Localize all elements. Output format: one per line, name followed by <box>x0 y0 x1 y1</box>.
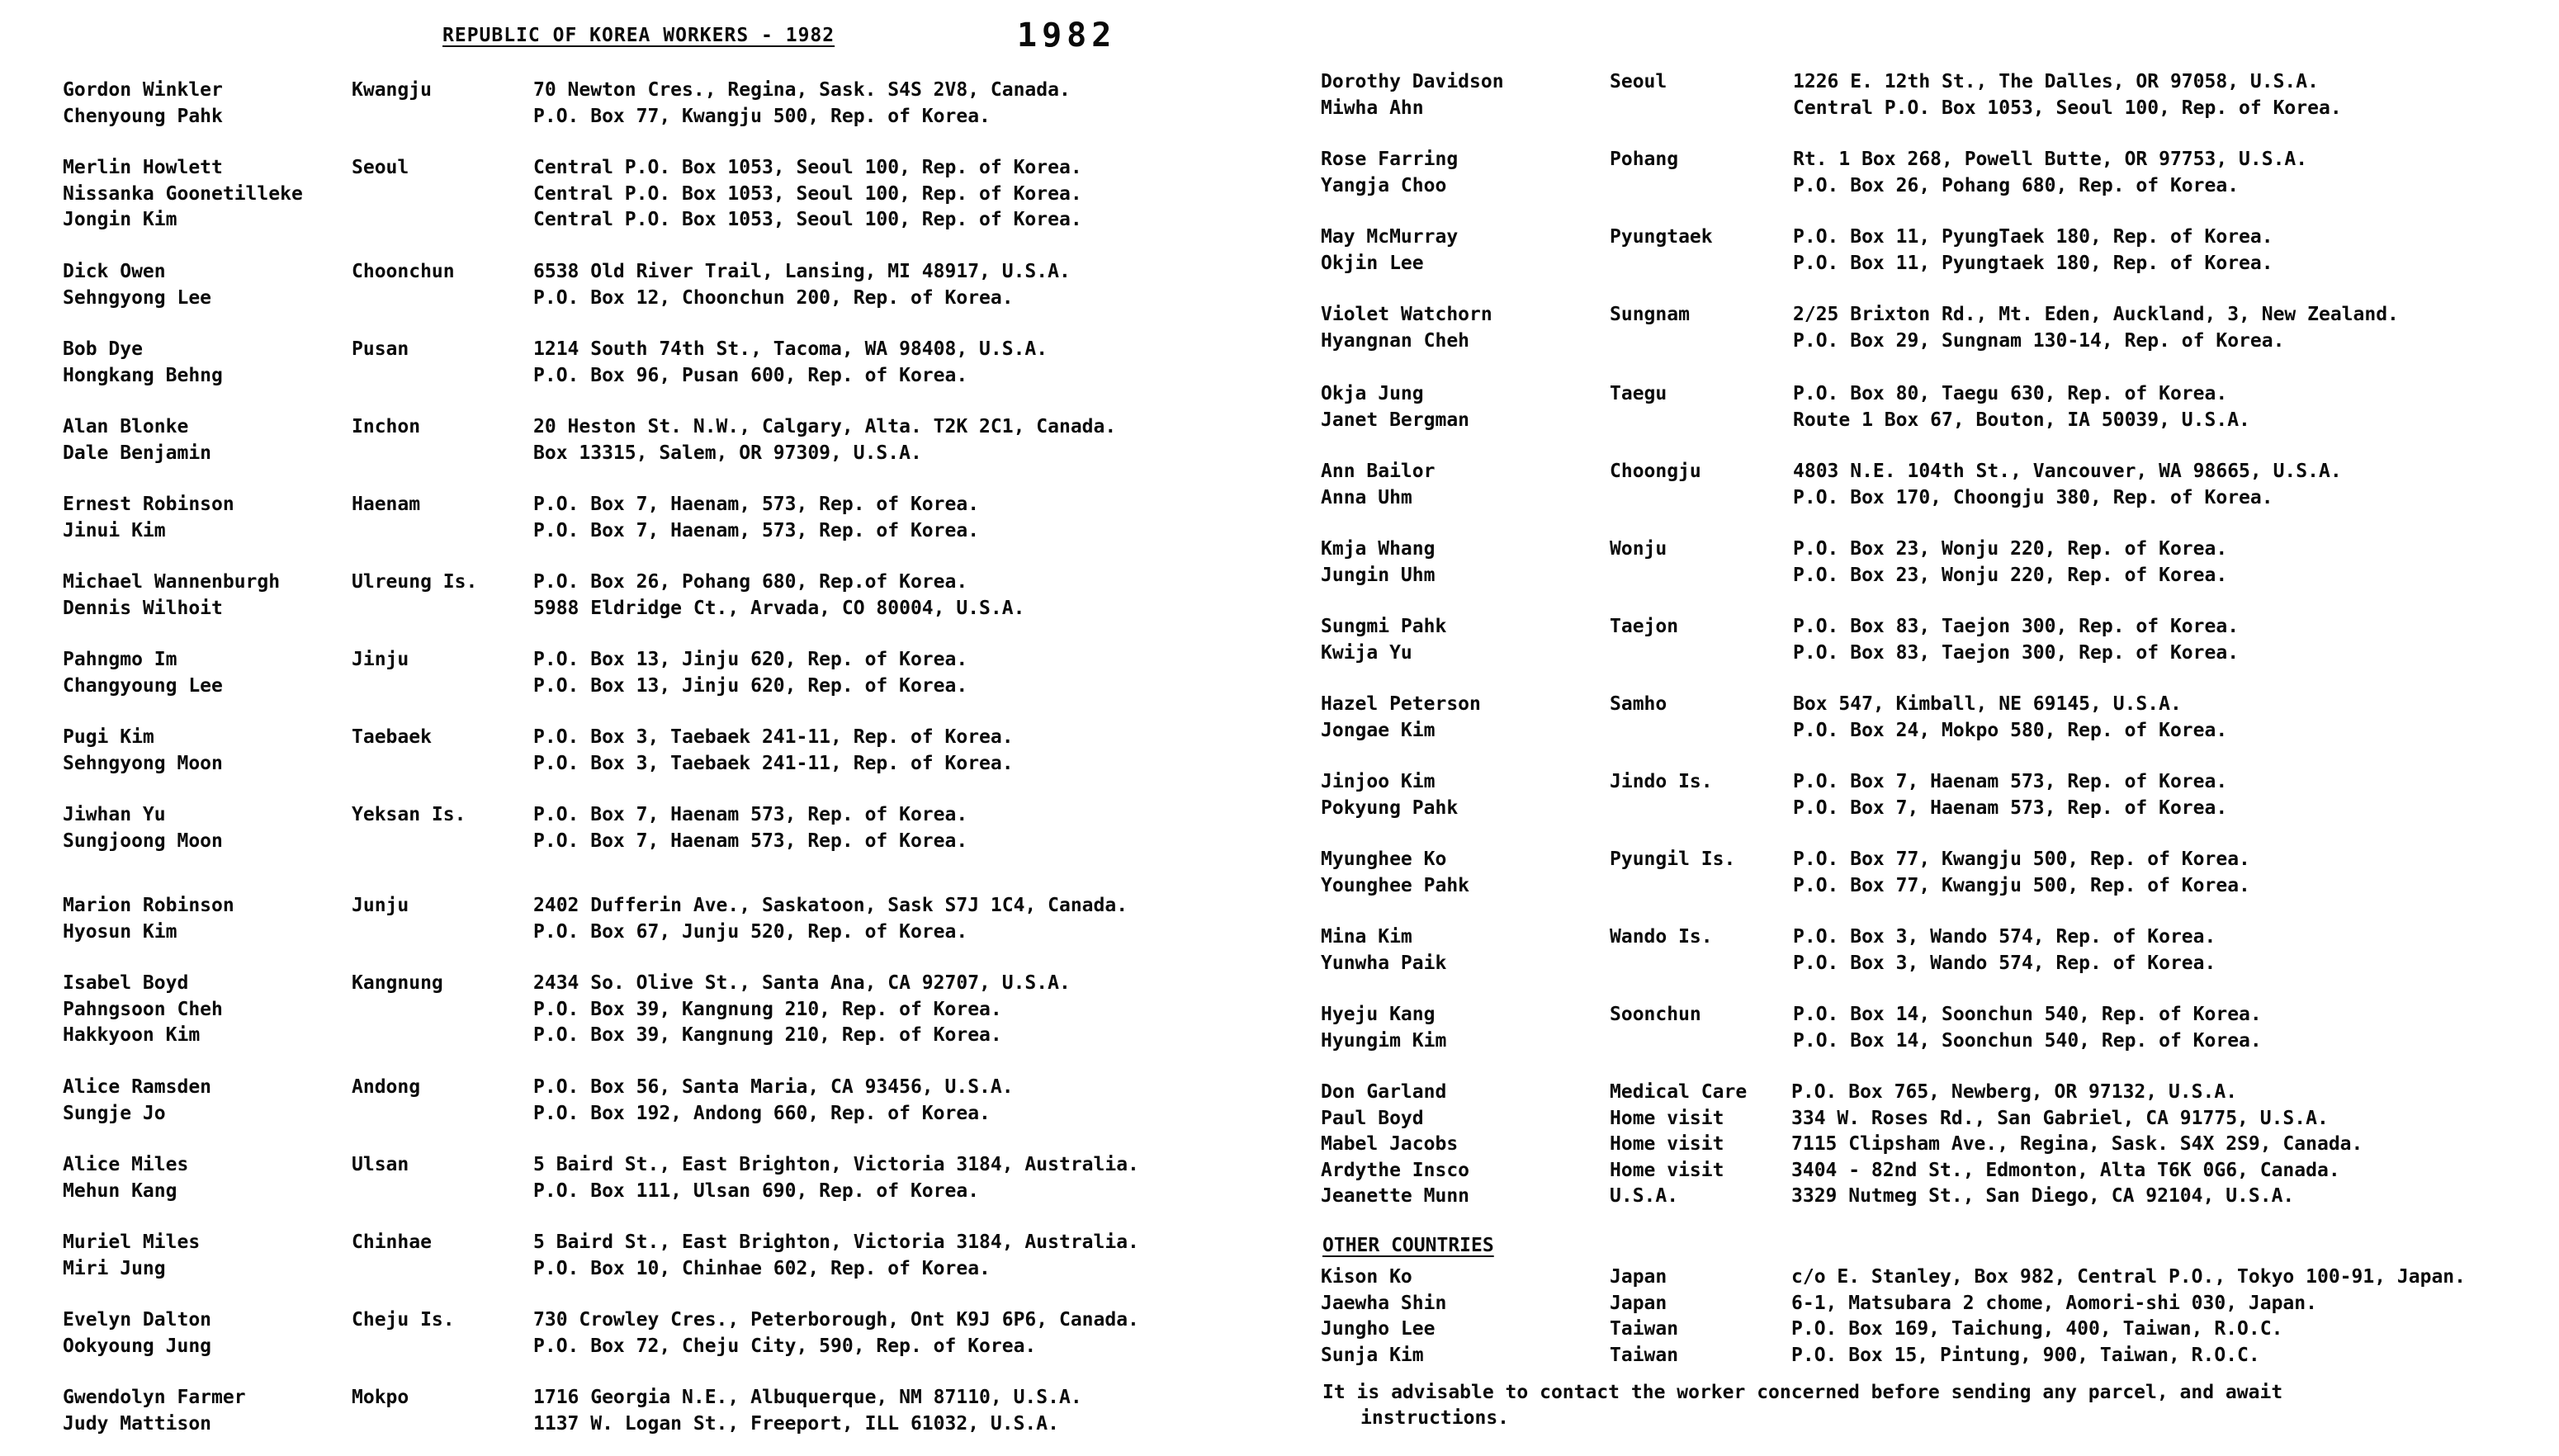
worker-address: P.O. Box 80, Taegu 630, Rep. of Korea. <box>1793 383 2228 404</box>
location-name: Haenam <box>352 494 421 515</box>
worker-name: Ann Bailor <box>1321 461 1436 482</box>
location-name: Samho <box>1610 693 1667 715</box>
worker-name: Yunwha Paik <box>1321 952 1447 974</box>
location-name: Junju <box>352 895 409 916</box>
worker-address: 2/25 Brixton Rd., Mt. Eden, Auckland, 3, New Zealand. <box>1793 304 2399 325</box>
worker-location: Taiwan <box>1610 1344 1679 1366</box>
worker-name: Gwendolyn Farmer <box>63 1387 246 1408</box>
location-name: Seoul <box>1610 71 1667 92</box>
worker-address: P.O. Box 13, Jinju 620, Rep. of Korea. <box>533 674 968 697</box>
location-name: Taejon <box>1610 616 1679 637</box>
worker-name: Okja Jung <box>1321 383 1424 404</box>
worker-name: Sungje Jo <box>63 1102 166 1124</box>
worker-address: P.O. Box 83, Taejon 300, Rep. of Korea. <box>1793 616 2240 637</box>
worker-location: Japan <box>1610 1266 1667 1288</box>
worker-name: Jongin Kim <box>63 209 177 230</box>
worker-name: Bob Dye <box>63 338 143 360</box>
worker-name: Don Garland <box>1321 1081 1447 1103</box>
worker-address: P.O. Box 170, Choongju 380, Rep. of Korea. <box>1793 486 2273 508</box>
worker-address: 1716 Georgia N.E., Albuquerque, NM 87110, U.S.A. <box>533 1387 1082 1408</box>
worker-address: 3329 Nutmeg St., San Diego, CA 92104, U.S.A. <box>1791 1185 2295 1207</box>
worker-address: P.O. Box 72, Cheju City, 590, Rep. of Korea. <box>533 1335 1037 1357</box>
worker-name: Dennis Wilhoit <box>63 597 223 619</box>
worker-location: Medical Care <box>1610 1081 1748 1103</box>
worker-name: May McMurray <box>1321 226 1459 248</box>
worker-name: Hyangnan Cheh <box>1321 329 1470 352</box>
worker-address: P.O. Box 77, Kwangju 500, Rep. of Korea. <box>1793 874 2250 896</box>
location-name: Inchon <box>352 416 421 437</box>
worker-address: P.O. Box 11, PyungTaek 180, Rep. of Korea. <box>1793 226 2273 248</box>
worker-address: Box 13315, Salem, OR 97309, U.S.A. <box>533 442 922 464</box>
location-name: Kangnung <box>352 972 443 994</box>
worker-address: 730 Crowley Cres., Peterborough, Ont K9J 6P6, Canada. <box>533 1309 1139 1331</box>
worker-address: 7115 Clipsham Ave., Regina, Sask. S4X 2S9, Canada. <box>1791 1133 2363 1155</box>
worker-location: U.S.A. <box>1610 1185 1679 1207</box>
worker-name: Kwija Yu <box>1321 641 1412 664</box>
parcel-note <box>1322 1380 2478 1431</box>
worker-name: Gordon Winkler <box>63 79 223 101</box>
worker-name: Dale Benjamin <box>63 442 212 464</box>
location-name: Andong <box>352 1076 421 1098</box>
worker-address: 4803 N.E. 104th St., Vancouver, WA 98665, U.S.A. <box>1793 461 2342 482</box>
location-name: Ulreung Is. <box>352 571 478 593</box>
worker-name: Jungin Uhm <box>1321 564 1436 586</box>
location-name: Kwangju <box>352 79 432 101</box>
worker-address: Central P.O. Box 1053, Seoul 100, Rep. of Korea. <box>533 182 1082 205</box>
location-name: Cheju Is. <box>352 1309 455 1331</box>
worker-address: P.O. Box 67, Junju 520, Rep. of Korea. <box>533 920 968 943</box>
worker-address: P.O. Box 39, Kangnung 210, Rep. of Korea. <box>533 998 1002 1020</box>
worker-name: Sunja Kim <box>1321 1344 1424 1366</box>
worker-name: Mina Kim <box>1321 926 1412 948</box>
worker-address: P.O. Box 192, Andong 660, Rep. of Korea. <box>533 1102 991 1124</box>
worker-address: P.O. Box 11, Pyungtaek 180, Rep. of Korea. <box>1793 252 2273 274</box>
worker-address: P.O. Box 7, Haenam 573, Rep. of Korea. <box>1793 797 2228 819</box>
worker-name: Ookyoung Jung <box>63 1335 212 1357</box>
worker-address: P.O. Box 24, Mokpo 580, Rep. of Korea. <box>1793 719 2228 741</box>
worker-address: P.O. Box 39, Kangnung 210, Rep. of Korea. <box>533 1024 1002 1046</box>
location-name: Pohang <box>1610 149 1679 170</box>
worker-name: Paul Boyd <box>1321 1107 1424 1129</box>
worker-name: Nissanka Goonetilleke <box>63 182 303 205</box>
location-name: Pyungtaek <box>1610 226 1713 248</box>
worker-name: Mabel Jacobs <box>1321 1133 1459 1155</box>
worker-address: Central P.O. Box 1053, Seoul 100, Rep. of Korea. <box>1793 97 2342 119</box>
worker-name: Mehun Kang <box>63 1179 177 1202</box>
location-name: Taebaek <box>352 726 432 748</box>
location-name: Taegu <box>1610 383 1667 404</box>
worker-name: Janet Bergman <box>1321 409 1470 431</box>
worker-name: Sungjoong Moon <box>63 830 223 852</box>
location-name: Jindo Is. <box>1610 771 1713 792</box>
worker-location: Home visit <box>1610 1159 1724 1181</box>
worker-address: Box 547, Kimball, NE 69145, U.S.A. <box>1793 693 2182 715</box>
worker-name: Merlin Howlett <box>63 157 223 178</box>
location-name: Wando Is. <box>1610 926 1713 948</box>
worker-address: 2402 Dufferin Ave., Saskatoon, Sask S7J 1C4, Canada. <box>533 895 1128 916</box>
worker-name: Judy Mattison <box>63 1412 212 1435</box>
worker-name: Kmja Whang <box>1321 538 1436 560</box>
location-name: Jinju <box>352 649 409 670</box>
location-name: Pyungil Is. <box>1610 849 1736 870</box>
worker-name: Kison Ko <box>1321 1266 1412 1288</box>
worker-address: P.O. Box 14, Soonchun 540, Rep. of Korea. <box>1793 1029 2262 1052</box>
worker-name: Jeanette Munn <box>1321 1185 1470 1207</box>
worker-name: Alice Ramsden <box>63 1076 212 1098</box>
worker-address: P.O. Box 111, Ulsan 690, Rep. of Korea. <box>533 1179 980 1202</box>
worker-address: P.O. Box 7, Haenam, 573, Rep. of Korea. <box>533 519 980 541</box>
worker-name: Pokyung Pahk <box>1321 797 1459 819</box>
worker-address: P.O. Box 169, Taichung, 400, Taiwan, R.O.C. <box>1791 1318 2283 1340</box>
worker-name: Hakkyoon Kim <box>63 1024 201 1046</box>
location-name: Seoul <box>352 157 409 178</box>
location-name: Soonchun <box>1610 1004 1701 1025</box>
location-name: Choongju <box>1610 461 1701 482</box>
worker-address: P.O. Box 7, Haenam, 573, Rep. of Korea. <box>533 494 980 515</box>
worker-address: 70 Newton Cres., Regina, Sask. S4S 2V8, Canada. <box>533 79 1071 101</box>
page-title: REPUBLIC OF KOREA WORKERS - 1982 <box>442 25 835 46</box>
worker-location: Taiwan <box>1610 1318 1679 1340</box>
worker-name: Violet Watchorn <box>1321 304 1492 325</box>
worker-address: Central P.O. Box 1053, Seoul 100, Rep. of Korea. <box>533 209 1082 230</box>
note-line-1: It is advisable to contact the worker concerned before sending any parcel, and await <box>1322 1382 2283 1403</box>
worker-address: P.O. Box 10, Chinhae 602, Rep. of Korea. <box>533 1257 991 1279</box>
worker-address: P.O. Box 96, Pusan 600, Rep. of Korea. <box>533 364 968 386</box>
worker-location: Home visit <box>1610 1107 1724 1129</box>
worker-address: P.O. Box 3, Wando 574, Rep. of Korea. <box>1793 952 2216 974</box>
worker-name: Hyungim Kim <box>1321 1029 1447 1052</box>
location-name: Choonchun <box>352 261 455 282</box>
worker-address: P.O. Box 83, Taejon 300, Rep. of Korea. <box>1793 641 2240 664</box>
worker-name: Sungmi Pahk <box>1321 616 1447 637</box>
worker-name: Alice Miles <box>63 1154 189 1175</box>
worker-address: 5988 Eldridge Ct., Arvada, CO 80004, U.S.A. <box>533 597 1025 619</box>
worker-name: Rose Farring <box>1321 149 1459 170</box>
worker-name: Ernest Robinson <box>63 494 234 515</box>
worker-address: Route 1 Box 67, Bouton, IA 50039, U.S.A. <box>1793 409 2250 431</box>
worker-name: Changyoung Lee <box>63 674 223 697</box>
worker-address: P.O. Box 23, Wonju 220, Rep. of Korea. <box>1793 564 2228 586</box>
worker-name: Muriel Miles <box>63 1231 201 1253</box>
worker-address: P.O. Box 15, Pintung, 900, Taiwan, R.O.C. <box>1791 1344 2260 1366</box>
worker-location: Home visit <box>1610 1133 1724 1155</box>
worker-name: Miri Jung <box>63 1257 166 1279</box>
worker-name: Hazel Peterson <box>1321 693 1481 715</box>
worker-address: P.O. Box 12, Choonchun 200, Rep. of Korea. <box>533 286 1014 309</box>
worker-address: P.O. Box 7, Haenam 573, Rep. of Korea. <box>533 830 968 852</box>
worker-address: Rt. 1 Box 268, Powell Butte, OR 97753, U.S.A. <box>1793 149 2308 170</box>
worker-address: P.O. Box 26, Pohang 680, Rep. of Korea. <box>1793 174 2240 196</box>
other-countries-heading: OTHER COUNTRIES <box>1322 1235 1494 1256</box>
worker-address: c/o E. Stanley, Box 982, Central P.O., Tokyo 100-91, Japan. <box>1791 1266 2466 1288</box>
worker-address: P.O. Box 13, Jinju 620, Rep. of Korea. <box>533 649 968 670</box>
worker-name: Jungho Lee <box>1321 1318 1436 1340</box>
location-name: Pusan <box>352 338 409 360</box>
worker-address: 5 Baird St., East Brighton, Victoria 3184, Australia. <box>533 1231 1139 1253</box>
worker-address: 6538 Old River Trail, Lansing, MI 48917, U.S.A. <box>533 261 1071 282</box>
worker-name: Hyosun Kim <box>63 920 177 943</box>
worker-name: Hyeju Kang <box>1321 1004 1436 1025</box>
worker-name: Ardythe Insco <box>1321 1159 1470 1181</box>
worker-name: Anna Uhm <box>1321 486 1412 508</box>
worker-name: Hongkang Behng <box>63 364 223 386</box>
location-name: Sungnam <box>1610 304 1690 325</box>
worker-name: Chenyoung Pahk <box>63 105 223 127</box>
worker-address: P.O. Box 56, Santa Maria, CA 93456, U.S.A. <box>533 1076 1014 1098</box>
worker-address: 334 W. Roses Rd., San Gabriel, CA 91775, U.S.A. <box>1791 1107 2329 1129</box>
location-name: Mokpo <box>352 1387 409 1408</box>
worker-address: 2434 So. Olive St., Santa Ana, CA 92707, U.S.A. <box>533 972 1071 994</box>
worker-name: Michael Wannenburgh <box>63 571 281 593</box>
worker-name: Jiwhan Yu <box>63 804 166 825</box>
worker-name: Younghee Pahk <box>1321 874 1470 896</box>
worker-name: Marion Robinson <box>63 895 234 916</box>
worker-address: P.O. Box 77, Kwangju 500, Rep. of Korea. <box>533 105 991 127</box>
worker-name: Sehngyong Moon <box>63 752 223 774</box>
worker-address: Central P.O. Box 1053, Seoul 100, Rep. of Korea. <box>533 157 1082 178</box>
worker-name: Sehngyong Lee <box>63 286 212 309</box>
worker-name: Pahngmo Im <box>63 649 177 670</box>
worker-name: Okjin Lee <box>1321 252 1424 274</box>
worker-address: P.O. Box 26, Pohang 680, Rep.of Korea. <box>533 571 968 593</box>
year-heading: 1982 <box>1017 17 1117 54</box>
worker-name: Jongae Kim <box>1321 719 1436 741</box>
worker-address: P.O. Box 77, Kwangju 500, Rep. of Korea. <box>1793 849 2250 870</box>
location-name: Wonju <box>1610 538 1667 560</box>
location-name: Ulsan <box>352 1154 409 1175</box>
worker-name: Myunghee Ko <box>1321 849 1447 870</box>
worker-address: P.O. Box 14, Soonchun 540, Rep. of Korea. <box>1793 1004 2262 1025</box>
worker-address: 3404 - 82nd St., Edmonton, Alta T6K 0G6, Canada. <box>1791 1159 2340 1181</box>
worker-address: P.O. Box 765, Newberg, OR 97132, U.S.A. <box>1791 1081 2238 1103</box>
worker-address: P.O. Box 29, Sungnam 130-14, Rep. of Korea. <box>1793 329 2285 352</box>
worker-address: 1226 E. 12th St., The Dalles, OR 97058, U.S.A. <box>1793 71 2319 92</box>
worker-location: Japan <box>1610 1292 1667 1314</box>
worker-name: Miwha Ahn <box>1321 97 1424 119</box>
worker-address: 6-1, Matsubara 2 chome, Aomori-shi 030, Japan. <box>1791 1292 2317 1314</box>
worker-address: 1137 W. Logan St., Freeport, ILL 61032, U.S.A. <box>533 1412 1059 1435</box>
worker-address: P.O. Box 7, Haenam 573, Rep. of Korea. <box>533 804 968 825</box>
worker-address: P.O. Box 3, Taebaek 241-11, Rep. of Korea. <box>533 726 1014 748</box>
note-line-2: instructions. <box>1360 1407 1510 1429</box>
worker-address: P.O. Box 7, Haenam 573, Rep. of Korea. <box>1793 771 2228 792</box>
worker-address: P.O. Box 3, Wando 574, Rep. of Korea. <box>1793 926 2216 948</box>
worker-name: Pahngsoon Cheh <box>63 998 223 1020</box>
worker-name: Evelyn Dalton <box>63 1309 212 1331</box>
worker-address: P.O. Box 23, Wonju 220, Rep. of Korea. <box>1793 538 2228 560</box>
worker-address: P.O. Box 3, Taebaek 241-11, Rep. of Korea. <box>533 752 1014 774</box>
worker-name: Isabel Boyd <box>63 972 189 994</box>
location-name: Yeksan Is. <box>352 804 466 825</box>
worker-name: Dick Owen <box>63 261 166 282</box>
worker-name: Pugi Kim <box>63 726 154 748</box>
worker-name: Jinui Kim <box>63 519 166 541</box>
location-name: Chinhae <box>352 1231 432 1253</box>
worker-address: 1214 South 74th St., Tacoma, WA 98408, U.S.A. <box>533 338 1048 360</box>
worker-address: 5 Baird St., East Brighton, Victoria 3184, Australia. <box>533 1154 1139 1175</box>
worker-address: 20 Heston St. N.W., Calgary, Alta. T2K 2C1, Canada. <box>533 416 1117 437</box>
worker-name: Jinjoo Kim <box>1321 771 1436 792</box>
worker-name: Dorothy Davidson <box>1321 71 1504 92</box>
worker-name: Yangja Choo <box>1321 174 1447 196</box>
worker-name: Jaewha Shin <box>1321 1292 1447 1314</box>
worker-name: Alan Blonke <box>63 416 189 437</box>
